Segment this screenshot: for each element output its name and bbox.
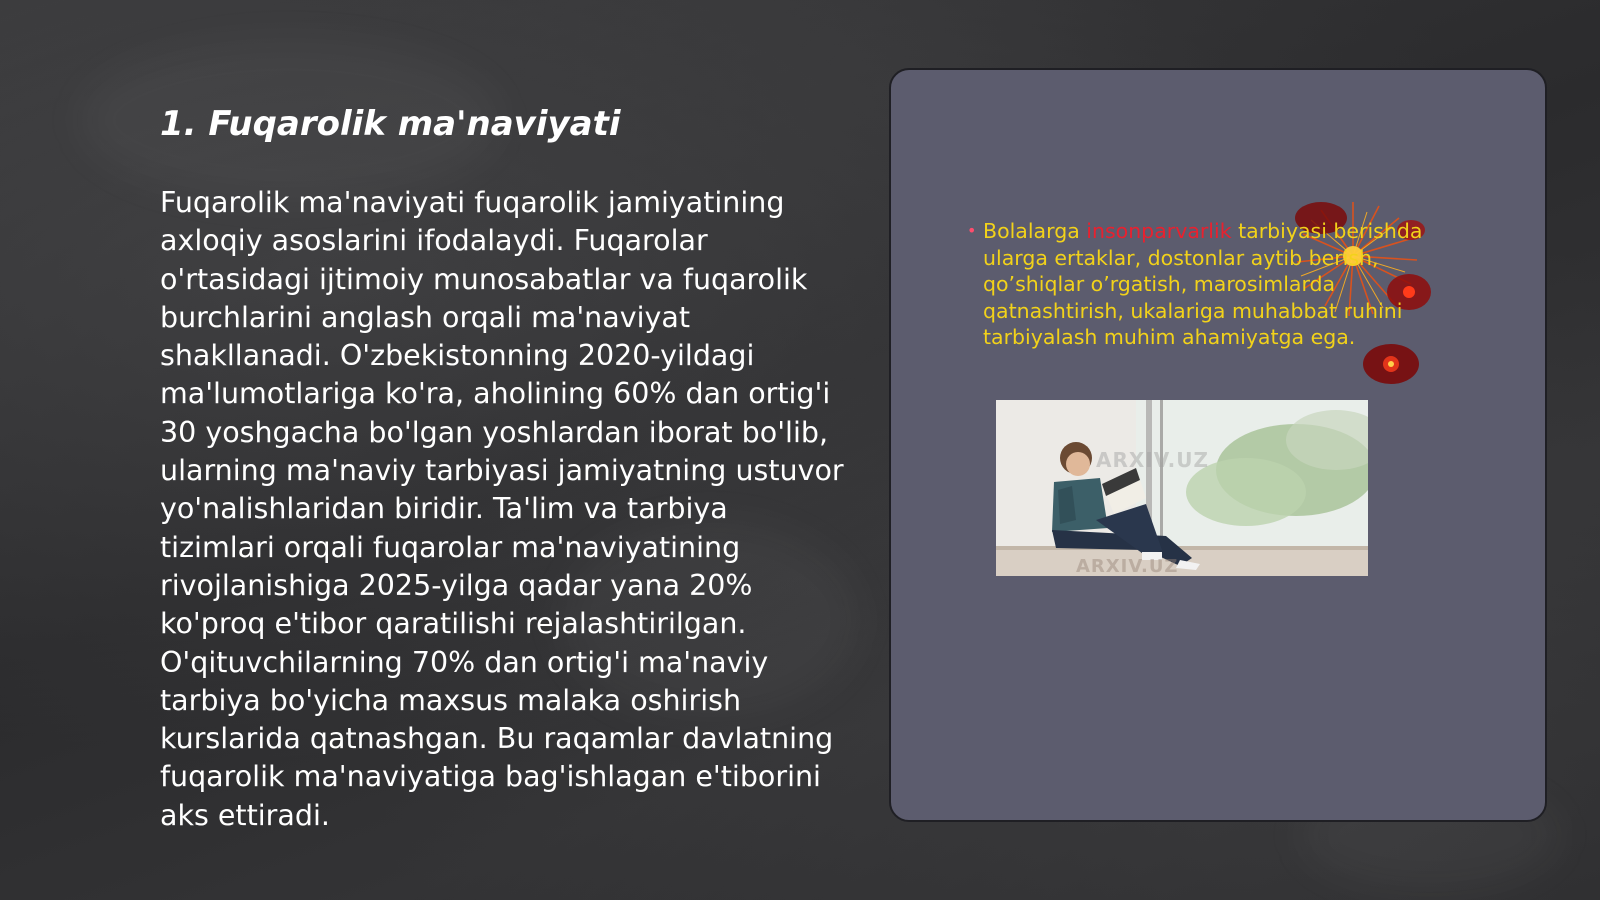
bullet-lead-text: Bolalarga [983, 219, 1087, 243]
slide-body-text: Fuqarolik ma'naviyati fuqarolik jamiyatining axloqiy asoslarini ifodalaydi. Fuqarolar o'rtasidagi ijtimoiy munosabatlar va fuqarolik burchlarini anglash orqali ma'naviyat shakllanadi. O'zbekistonning 2020-yildagi ma'lumotlariga ko'ra, aholining 60% dan ortig'i 30 yoshgacha bo'lgan yoshlardan iborat bo'lib, ularning ma'naviy tarbiyasi jamiyatning ustuvor yo'nalishlaridan biridir. Ta'lim va tarbiya tizimlari orqali fuqarolar ma'naviyatining rivojlanishiga 2025-yilga qadar yana 20% ko'proq e'tibor qaratilishi rejalashtirilgan. O'qituvchilarning 70% dan ortig'i ma'naviy tarbiya bo'yicha maxsus malaka oshirish kurslarida qatnashgan. Bu raqamlar davlatning fuqarolik ma'naviyatiga bag'ishlagan e'tiborini aks ettiradi. [160, 186, 844, 832]
boy-reading-photo [996, 400, 1368, 576]
content-panel [889, 68, 1547, 822]
slide-title: 1. Fuqarolik ma'naviyati [160, 104, 621, 144]
bullet-rest-text: tarbiyasi berishda ularga ertaklar, dostonlar aytib berish, qo’shiqlar o’rgatish, marosimlarda qatnashtirish, ukalariga muhabbat ruhini tarbiyalash muhim ahamiyatga ega. [983, 219, 1423, 350]
photo-watermark-bottom: ARXIV.UZ [1076, 556, 1179, 576]
bullet-paragraph [967, 218, 1443, 351]
photo-watermark-top: ARXIV.UZ [1096, 448, 1209, 472]
boy-reading-illustration [996, 400, 1368, 576]
bullet-highlight-text: insonparvarlik [1086, 219, 1232, 243]
bullet-dot-icon: • [967, 221, 977, 240]
